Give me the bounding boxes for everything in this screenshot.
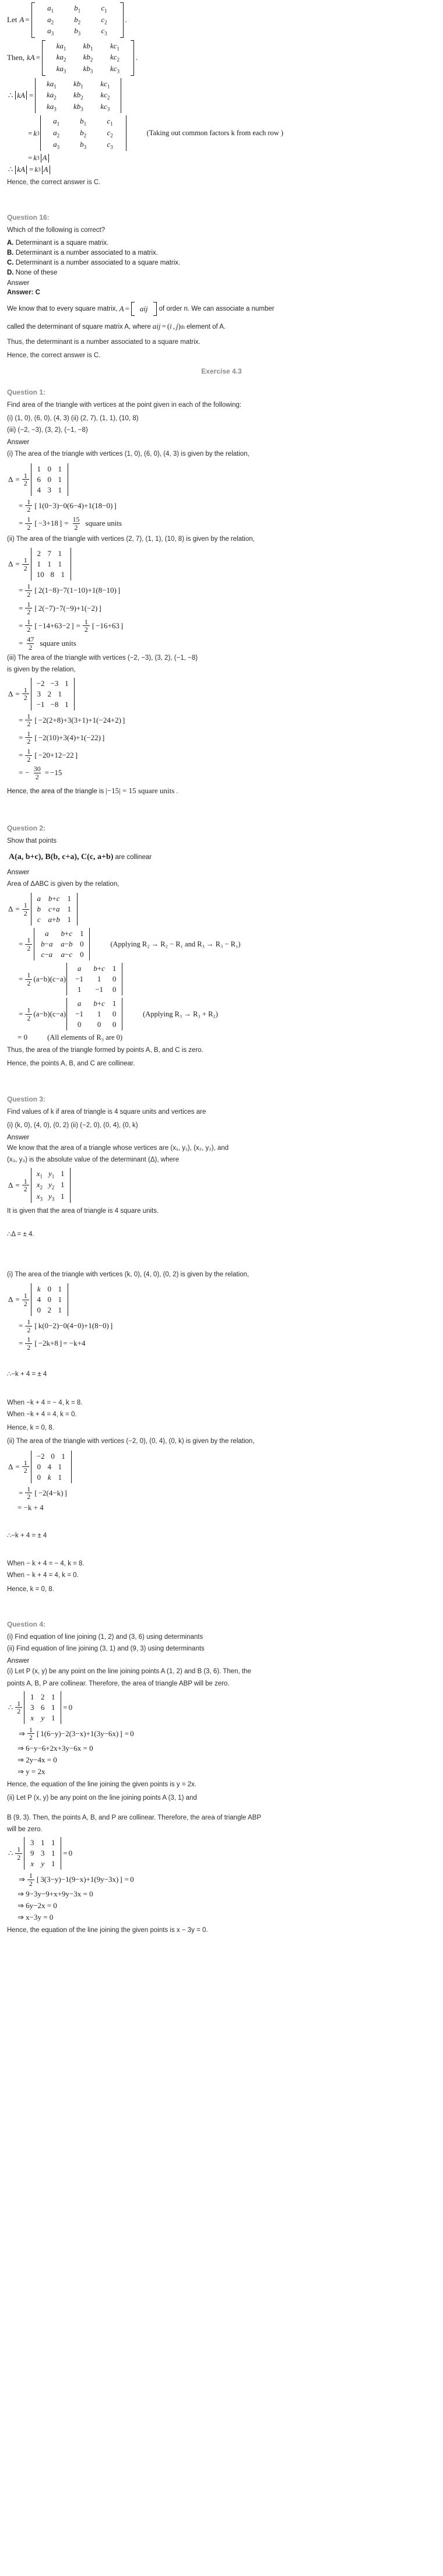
expl2-part-a: called the determinant of square matrix A, where bbox=[7, 323, 151, 330]
q4-part-ii-step1: ⇒ $\frac{1}{2}$ [ 3(3−y)−1(9−x)+1(9y−3x) ] = 0 bbox=[19, 1871, 134, 1888]
exercise-title: Exercise 4.3 bbox=[201, 367, 242, 375]
q1-part-ii-intro: (ii) The area of the triangle with vertices (2, 7), (1, 1), (10, 8) is given by the relation, bbox=[7, 536, 255, 543]
q4-i-step1-expr: 1(6−y)−2(3−x)+1(3y−6x) bbox=[40, 1729, 119, 1738]
q1-i-result-den: 2 bbox=[73, 523, 80, 532]
q4-part-i-step3: ⇒ 2y−4x = 0 bbox=[17, 1755, 57, 1765]
q3-part-ii-hence: Hence, k = 0, 8. bbox=[7, 1585, 54, 1593]
document-page bbox=[0, 2, 443, 1951]
q4-part-ii-hence: Hence, the equation of the line joining the given points is x − 3y = 0. bbox=[7, 1927, 208, 1934]
q1-i-step2-expr: −3+18 bbox=[38, 519, 58, 527]
final-det-identity: ∴ kA = k 3 A bbox=[7, 165, 436, 174]
q1-part-ii-step3: = $\frac{1}{2}$ [ −14+63−2 ] = $\frac{1}{2}$ [ −16+63 ] bbox=[19, 617, 124, 634]
question-1-block bbox=[7, 388, 436, 797]
det-kA-line: ∴ kA = $ka_1$ $kb_1$ $kc_1$ $ka_2$ $kb_2$ $kc_2$ $ka_3$ $kb_3$ $kc_3$ bbox=[7, 78, 436, 114]
q1-ii-units: square units bbox=[40, 639, 76, 647]
q1-iii-step1-expr: −2(2+8)+3(3+1)+1(−24+2) bbox=[38, 715, 121, 724]
q1-part-iii-result: = − $\frac{30}{2}$ = −15 bbox=[19, 765, 62, 781]
q1-part-iii-step3: = $\frac{1}{2}$ [ −20+12−22 ] bbox=[19, 747, 78, 763]
q1-iii-step3-expr: −20+12−22 bbox=[38, 751, 74, 760]
q1-part-i-determinant: Δ = $\frac{1}{2}$ 1 0 1 6 0 1 4 3 1 bbox=[7, 463, 436, 496]
q3-part-i-equation: ∴−k + 4 = ± 4 bbox=[7, 1371, 47, 1378]
expl2-part-b: element of A. bbox=[187, 323, 226, 330]
q3-intro-1: We know that the area of a triangle whose vertices are (x₁, y₁), (x₂, y₂), and bbox=[7, 1145, 229, 1152]
q1-part-ii-step2: = $\frac{1}{2}$ [ 2(−7)−7(−9)+1(−2) ] bbox=[19, 600, 101, 617]
q1-part-ii-determinant: Δ = $\frac{1}{2}$ 2 7 1 1 1 1 10 8 1 bbox=[7, 548, 436, 580]
q4-part-ii-step3: ⇒ 6y−2x = 0 bbox=[17, 1901, 57, 1910]
q3-part-ii-step1: = $\frac{1}{2}$ [ −2(4−k) ] bbox=[19, 1484, 67, 1501]
q16-explanation-line2 bbox=[7, 321, 436, 333]
option-letter-a: A. bbox=[7, 239, 14, 247]
q4-part-ii-step2: ⇒ 9−3y−9+x+9y−3x = 0 bbox=[17, 1889, 93, 1899]
q1-iii-step2-expr: −2(10)+3(4)+1(−22) bbox=[38, 733, 101, 742]
q3-part-i-determinant: Δ = $\frac{1}{2}$ k 0 1 4 0 1 0 2 1 bbox=[7, 1283, 436, 1316]
q2-conclusion-2: Hence, the points A, B, and C are collinear. bbox=[7, 1060, 135, 1068]
q2-factor-2: (a−b)(c−a) bbox=[33, 1009, 66, 1019]
q2-zero-line bbox=[7, 1033, 436, 1042]
q3-i-step2b-expr: = −k+4 bbox=[63, 1339, 86, 1348]
q3-part-i-step1: = $\frac{1}{2}$ [ k(0−2)−0(4−0)+1(8−0) ] bbox=[19, 1318, 113, 1334]
option-letter-c: C. bbox=[7, 259, 14, 266]
option-text-c: Determinant is a number associated to a square matrix. bbox=[15, 259, 181, 266]
q3-i-step1-expr: k(0−2)−0(4−0)+1(8−0) bbox=[38, 1321, 109, 1331]
q3-i-matrix: k 0 1 4 0 1 0 2 1 bbox=[31, 1283, 68, 1316]
q3-ii-step1-expr: −2(4−k) bbox=[38, 1488, 64, 1497]
q4-part-ii-intro-2: B (9, 3). Then, the points A, B, and P are collinear. Therefore, the area of triangle ABP bbox=[7, 1814, 261, 1821]
q4-part-ii-determinant: ∴ $\frac{1}{2}$ 3 1 1 9 3 1 x y 1 = 0 bbox=[7, 1837, 436, 1870]
then-ka-matrix-line: Then, kA = $ka_1$ $kb_1$ $kc_1$ $ka_2$ $kb_2$ $kc_2$ $ka_3$ $kb_3$ $kc_3$ . bbox=[7, 41, 138, 75]
q3-matrix-general: $x_1$ $y_1$ 1 $x_2$ $y_2$ 1 $x_3$ $y_3$ 1 bbox=[31, 1168, 71, 1203]
option-letter-b: B. bbox=[7, 249, 14, 256]
q2-determinant-2: = $\frac{1}{2}$ a b+c 1 b−a a−b 0 c−a a−c 0 (Applying R₂ → R₂ − R₁ and R₃ → R₃ − R₁) bbox=[7, 928, 436, 960]
option-text-a: Determinant is a square matrix. bbox=[15, 239, 109, 247]
option-text-b: Determinant is a number associated to a matrix. bbox=[15, 249, 158, 256]
q2-matrix-1: a b+c 1 b c+a 1 c a+b 1 bbox=[31, 893, 78, 925]
q4-part-ii-intro-1: (ii) Let P (x, y) be any point on the line joining points A (3, 1) and bbox=[7, 1794, 197, 1802]
q3-part-ii-equation: ∴−k + 4 = ± 4 bbox=[7, 1532, 47, 1539]
then-variable: kA bbox=[26, 53, 35, 62]
q3-prompt: Find values of k if area of triangle is 4 square units and vertices are bbox=[7, 1108, 206, 1115]
q2-row-op-note-2: (Applying R₃ → R₃ + R₂) bbox=[143, 1009, 218, 1018]
q1-part-i-intro: (i) The area of the triangle with vertices (1, 0), (6, 0), (4, 3) is given by the relation, bbox=[7, 451, 249, 458]
q2-points-math: A(a, b+c), B(b, c+a), C(c, a+b) bbox=[9, 853, 114, 862]
option-letter-d: D. bbox=[7, 269, 14, 276]
question-4-block bbox=[7, 1620, 436, 1936]
q1-iii-result-num: 30 bbox=[33, 765, 41, 773]
q1-i-units: square units bbox=[85, 519, 122, 527]
q1-part-iii-determinant: Δ = $\frac{1}{2}$ −2 −3 1 3 2 1 −1 −8 1 bbox=[7, 678, 436, 710]
q3-part-ii-step2 bbox=[7, 1503, 436, 1512]
k-cubed-det-line: = k 3 $a_1$ $b_1$ $c_1$ $a_2$ $b_2$ $c_2$ $a_3$ $b_3$ $c_3$ (Taking out common factors k from each row ) bbox=[28, 117, 284, 150]
q1-iii-concl-b: . bbox=[176, 787, 178, 795]
q1-ii-result-den: 2 bbox=[27, 643, 34, 652]
q1-ii-matrix: 2 7 1 1 1 1 10 8 1 bbox=[31, 548, 71, 580]
q16-answer-word: Answer bbox=[7, 279, 30, 287]
q1-i-result-num: 15 bbox=[72, 515, 80, 523]
q3-ii-step2-expr: = −k + 4 bbox=[17, 1502, 44, 1512]
q3-part-i-step2: = $\frac{1}{2}$ [ −2k+8 ] = −k+4 bbox=[19, 1335, 86, 1352]
q2-determinant-3: = $\frac{1}{2}$ (a−b)(c−a) a b+c 1 −1 1 0 1 −1 0 bbox=[7, 963, 436, 995]
q2-answer-word: Answer bbox=[7, 868, 30, 876]
q1-ii-step3a-expr: −14+63−2 bbox=[38, 621, 71, 630]
q16-answer-label: Answer: C bbox=[7, 288, 40, 296]
q1-part-iii-step1: = $\frac{1}{2}$ [ −2(2+8)+3(3+1)+1(−24+2) ] bbox=[19, 712, 125, 729]
q2-heading: Question 2: bbox=[7, 824, 46, 833]
equals-k3-detA: = k 3 A bbox=[7, 153, 436, 163]
q1-part-i-step1: = $\frac{1}{2}$ [ 1(0−3)−0(6−4)+1(18−0) ] bbox=[19, 497, 117, 514]
q4-part-i-hence: Hence, the equation of the line joining the given points is y = 2x. bbox=[7, 1781, 197, 1789]
q16-option-b bbox=[7, 249, 436, 256]
q2-matrix-3: a b+c 1 −1 1 0 1 −1 0 bbox=[66, 963, 122, 995]
then-label: Then, bbox=[7, 53, 24, 62]
q3-part-i-hence: Hence, k = 0, 8. bbox=[7, 1424, 54, 1432]
q1-parts-line2: (iii) (−2, −3), (3, 2), (−1, −8) bbox=[7, 427, 88, 434]
expl2-formula: aij = ( i , j ) th bbox=[152, 322, 185, 331]
q16-explanation-line4: Hence, the correct answer is C. bbox=[7, 352, 101, 360]
q2-points-line bbox=[7, 851, 436, 864]
q4-prompt-1: (i) Find equation of line joining (1, 2) and (3, 6) using determinants bbox=[7, 1633, 203, 1641]
q3-ii-matrix: −2 0 1 0 4 1 0 k 1 bbox=[31, 1451, 72, 1483]
q3-parts: (i) (k, 0), (4, 0), (0, 2) (ii) (−2, 0), (0, 4), (0, k) bbox=[7, 1121, 138, 1129]
q1-i-step1-expr: 1(0−3)−0(6−4)+1(18−0) bbox=[38, 501, 113, 510]
q1-heading: Question 1: bbox=[7, 388, 46, 396]
q2-determinant-1: Δ = $\frac{1}{2}$ a b+c 1 b c+a 1 c a+b 1 bbox=[7, 893, 436, 925]
q16-heading: Question 16: bbox=[7, 213, 50, 222]
q1-ii-step2-expr: 2(−7)−7(−9)+1(−2) bbox=[38, 603, 98, 613]
q1-iii-concl-a: Hence, the area of the triangle is bbox=[7, 787, 104, 795]
q3-answer-word: Answer bbox=[7, 1134, 30, 1142]
let-a-matrix-line: Let A = $a_1$ $b_1$ $c_1$ $a_2$ $b_2$ $c_2$ $a_3$ $b_3$ $c_3$ . bbox=[7, 3, 127, 37]
expl1-formula: A = aij bbox=[119, 302, 157, 316]
q1-iii-result-val: −15 bbox=[50, 768, 62, 777]
det-kA-matrix: $ka_1$ $kb_1$ $kc_1$ $ka_2$ $kb_2$ $kc_2$ $ka_3$ $kb_3$ $kc_3$ bbox=[35, 78, 121, 114]
q1-part-iii-step2: = $\frac{1}{2}$ [ −2(10)+3(4)+1(−22) ] bbox=[19, 729, 105, 746]
q1-ii-step3b-expr: −16+63 bbox=[96, 621, 119, 630]
q3-part-ii-determinant: Δ = $\frac{1}{2}$ −2 0 1 0 4 1 0 k 1 bbox=[7, 1451, 436, 1483]
expl1-part-a: We know that to every square matrix, bbox=[7, 305, 118, 312]
q2-area-line: Area of ΔABC is given by the relation, bbox=[7, 880, 119, 888]
q3-part-i-case1: When −k + 4 = − 4, k = 8. bbox=[7, 1399, 83, 1406]
q1-part-ii-result: = $\frac{47}{2}$ square units bbox=[19, 635, 76, 652]
q3-part-ii-case1: When − k + 4 = − 4, k = 8. bbox=[7, 1560, 85, 1568]
q16-option-d bbox=[7, 269, 436, 276]
q2-all-zero-note: (All elements of R₃ are 0) bbox=[47, 1033, 123, 1041]
q2-conclusion-1: Thus, the area of the triangle formed by points A, B, and C is zero. bbox=[7, 1047, 203, 1054]
q4-part-i-intro-1: (i) Let P (x, y) be any point on the line joining points A (1, 2) and B (3, 6). Then, the bbox=[7, 1668, 251, 1676]
q1-prompt: Find area of the triangle with vertices at the point given in each of the following: bbox=[7, 401, 242, 409]
q4-answer-word: Answer bbox=[7, 1657, 30, 1665]
q4-i-matrix: 1 2 1 3 6 1 x y 1 bbox=[24, 1691, 61, 1724]
q1-part-iii-intro2: is given by the relation, bbox=[7, 666, 76, 674]
question-3-block bbox=[7, 1095, 436, 1595]
det-A-matrix: $a_1$ $b_1$ $c_1$ $a_2$ $b_2$ $c_2$ $a_3$ $b_3$ $c_3$ bbox=[40, 115, 126, 151]
matrix-A: $a_1$ $b_1$ $c_1$ $a_2$ $b_2$ $c_2$ $a_3$ $b_3$ $c_3$ bbox=[31, 2, 124, 38]
q4-part-ii-intro-3: will be zero. bbox=[7, 1825, 43, 1833]
q1-answer-word: Answer bbox=[7, 439, 30, 446]
q16-option-a bbox=[7, 240, 436, 247]
q1-ii-result-num: 47 bbox=[27, 635, 34, 643]
q2-zero-result: = 0 bbox=[17, 1033, 28, 1042]
q1-iii-concl-math: |−15| = 15 square units bbox=[106, 786, 175, 796]
let-label: Let bbox=[7, 15, 17, 24]
q16-option-c bbox=[7, 259, 436, 266]
q3-intro-2: (x₃, y₃) is the absolute value of the determinant (Δ), where bbox=[7, 1156, 180, 1164]
q4-ii-step1-expr: 3(3−y)−1(9−x)+1(9y−3x) bbox=[40, 1875, 119, 1884]
q4-part-ii-step4: ⇒ x−3y = 0 bbox=[17, 1913, 54, 1922]
q16-explanation-line3: Thus, the determinant is a number associated to a square matrix. bbox=[7, 339, 201, 346]
q15-conclusion: Hence, the correct answer is C. bbox=[7, 179, 101, 186]
q4-part-i-step1: ⇒ $\frac{1}{2}$ [ 1(6−y)−2(3−x)+1(3y−6x) ] = 0 bbox=[19, 1725, 134, 1742]
q2-matrix-2: a b+c 1 b−a a−b 0 c−a a−c 0 bbox=[34, 928, 90, 960]
q4-prompt-2: (ii) Find equation of line joining (3, 1) and (9, 3) using determinants bbox=[7, 1645, 205, 1653]
q3-part-ii-intro: (ii) The area of the triangle with vertices (−2, 0), (0, 4), (0, k) is given by the relation, bbox=[7, 1438, 255, 1445]
q2-factor-1: (a−b)(c−a) bbox=[33, 974, 66, 984]
q3-part-i-intro: (i) The area of the triangle with vertices (k, 0), (4, 0), (0, 2) is given by the relation, bbox=[7, 1271, 249, 1278]
q4-ii-matrix: 3 1 1 9 3 1 x y 1 bbox=[24, 1837, 61, 1870]
q1-part-i-step2: = $\frac{1}{2}$ [ −3+18 ] = $\frac{15}{2}$ square units bbox=[19, 515, 122, 532]
q16-prompt: Which of the following is correct? bbox=[7, 227, 106, 234]
q4-part-i-determinant: ∴ $\frac{1}{2}$ 1 2 1 3 6 1 x y 1 = 0 bbox=[7, 1691, 436, 1724]
q2-matrix-4: a b+c 1 −1 1 0 0 0 0 bbox=[66, 998, 122, 1030]
q2-determinant-4: = $\frac{1}{2}$ (a−b)(c−a) a b+c 1 −1 1 0 0 0 0 (Applying R₃ → R₃ + R₂) bbox=[7, 998, 436, 1030]
q3-given-line: It is given that the area of triangle is 4 square units. bbox=[7, 1208, 159, 1215]
q1-ii-step1-expr: 2(1−8)−7(1−10)+1(8−10) bbox=[38, 586, 117, 595]
q1-part-iii-conclusion bbox=[7, 785, 436, 797]
q2-row-op-note-1: (Applying R₂ → R₂ − R₁ and R₃ → R₃ − R₁) bbox=[110, 939, 241, 948]
q4-heading: Question 4: bbox=[7, 1620, 46, 1628]
option-text-d: None of these bbox=[15, 269, 58, 276]
q3-part-ii-case2: When − k + 4 = 4, k = 0. bbox=[7, 1572, 79, 1579]
q1-part-ii-step1: = $\frac{1}{2}$ [ 2(1−8)−7(1−10)+1(8−10) ] bbox=[19, 582, 121, 599]
q4-part-i-step4: ⇒ y = 2x bbox=[17, 1767, 45, 1776]
q3-general-determinant: Δ = $\frac{1}{2}$ $x_1$ $y_1$ 1 $x_2$ $y_2$ 1 $x_3$ $y_3$ 1 bbox=[7, 1168, 436, 1203]
q16-explanation-line1 bbox=[7, 302, 436, 316]
q4-part-i-intro-2: points A, B, P are collinear. Therefore, the area of triangle ABP will be zero. bbox=[7, 1680, 230, 1687]
q3-part-i-case2: When −k + 4 = 4, k = 0. bbox=[7, 1410, 77, 1418]
q2-prompt: Show that points bbox=[7, 837, 57, 845]
taking-out-factors-note: (Taking out common factors k from each row ) bbox=[146, 129, 284, 138]
q1-i-matrix: 1 0 1 6 0 1 4 3 1 bbox=[31, 463, 68, 496]
q2-points-suffix: are collinear bbox=[115, 854, 152, 861]
q15-proof-block bbox=[7, 2, 436, 188]
q1-iii-result-den: 2 bbox=[34, 773, 41, 781]
q1-iii-matrix: −2 −3 1 3 2 1 −1 −8 1 bbox=[31, 678, 75, 710]
q1-part-iii-intro: (iii) The area of the triangle with vertices (−2, −3), (3, 2), (−1, −8) bbox=[7, 654, 198, 662]
expl1-part-b: of order n. We can associate a number bbox=[159, 305, 275, 312]
let-variable: A bbox=[19, 15, 24, 24]
matrix-kA: $ka_1$ $kb_1$ $kc_1$ $ka_2$ $kb_2$ $kc_2$ $ka_3$ $kb_3$ $kc_3$ bbox=[42, 40, 134, 76]
q3-i-step2a-expr: −2k+8 bbox=[38, 1339, 58, 1348]
q4-part-i-step2: ⇒ 6−y−6+2x+3y−6x = 0 bbox=[17, 1744, 93, 1753]
q3-delta-pm: ∴Δ = ± 4. bbox=[7, 1230, 34, 1238]
question-2-block bbox=[7, 824, 436, 1069]
q1-parts-line1: (i) (1, 0), (6, 0), (4, 3) (ii) (2, 7), (1, 1), (10, 8) bbox=[7, 414, 139, 422]
question-16-block bbox=[7, 213, 436, 361]
q3-heading: Question 3: bbox=[7, 1095, 46, 1103]
